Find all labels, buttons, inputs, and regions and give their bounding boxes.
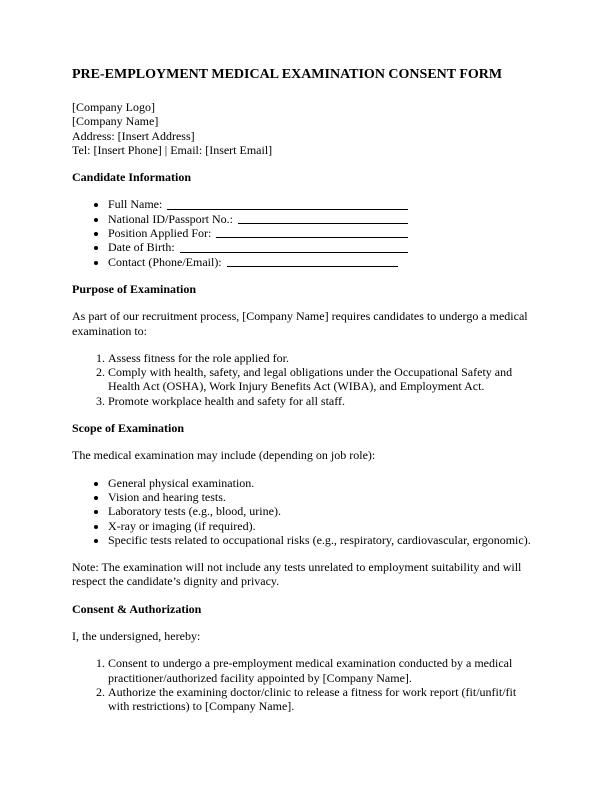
fill-in-line-position-applied [216, 227, 408, 238]
consent-intro-paragraph: I, the undersigned, hereby: [72, 629, 201, 644]
heading-consent-authorization: Consent & Authorization [72, 601, 202, 616]
purpose-item: 2. Comply with health, safety, and legal obligations under the Occupational Safety and Health Act (OSHA), Work Injury Benefits Act (WIBA), and Employment Act. [108, 365, 540, 394]
scope-bullet-list [72, 476, 540, 547]
purpose-numbered-list [72, 351, 540, 408]
scope-note-paragraph: Note: The examination will not include any tests unrelated to employment suitability and will respect the candidate’s dignity and privacy. [72, 560, 522, 589]
purpose-item: 1. Assess fitness for the role applied for. [108, 351, 540, 365]
fill-in-line-full-name [167, 199, 408, 210]
company-contact-line: Tel: [Insert Phone] | Email: [Insert Email] [72, 142, 273, 157]
heading-purpose-of-examination: Purpose of Examination [72, 281, 197, 296]
company-header-block [72, 100, 540, 157]
field-label-date-of-birth: • Date of Birth: [108, 240, 175, 255]
scope-item: • X-ray or imaging (if required). [108, 519, 540, 533]
fill-in-line-date-of-birth [180, 242, 408, 253]
heading-candidate-information: Candidate Information [72, 170, 192, 185]
field-full-name [108, 197, 540, 211]
consent-item: 2. Authorize the examining doctor/clinic to release a fitness for work report (fit/unfit/fit with restrictions) to [Company Name]. [108, 685, 540, 714]
purpose-item: 3. Promote workplace health and safety for all staff. [108, 394, 540, 408]
field-label-full-name: • Full Name: [108, 197, 163, 212]
scope-item: • Laboratory tests (e.g., blood, urine). [108, 504, 540, 518]
candidate-fields-list [72, 197, 540, 268]
field-date-of-birth [108, 240, 540, 254]
scope-item: • General physical examination. [108, 476, 540, 490]
document-title: PRE-EMPLOYMENT MEDICAL EXAMINATION CONSENT FORM [72, 67, 503, 82]
company-logo-placeholder: [Company Logo] [72, 100, 155, 114]
company-address-line: Address: [Insert Address] [72, 128, 195, 143]
field-contact [108, 255, 540, 269]
field-position-applied [108, 226, 540, 240]
field-label-contact: • Contact (Phone/Email): [108, 254, 222, 269]
field-label-national-id: • National ID/Passport No.: [108, 211, 233, 226]
consent-numbered-list [72, 656, 540, 713]
fill-in-line-national-id [238, 213, 408, 224]
purpose-intro-paragraph: As part of our recruitment process, [Company Name] requires candidates to undergo a medical examination to: [72, 309, 528, 338]
fill-in-line-contact [227, 256, 398, 267]
field-national-id [108, 212, 540, 226]
consent-item: 1. Consent to undergo a pre-employment medical examination conducted by a medical practitioner/authorized facility appointed by [Company Name]. [108, 656, 540, 685]
scope-intro-paragraph: The medical examination may include (depending on job role): [72, 448, 376, 463]
field-label-position-applied: • Position Applied For: [108, 226, 212, 241]
scope-item: • Specific tests related to occupational risks (e.g., respiratory, cardiovascular, ergonomic). [108, 533, 540, 547]
heading-scope-of-examination: Scope of Examination [72, 421, 185, 436]
scope-item: • Vision and hearing tests. [108, 490, 540, 504]
company-name-placeholder: [Company Name] [72, 114, 159, 129]
